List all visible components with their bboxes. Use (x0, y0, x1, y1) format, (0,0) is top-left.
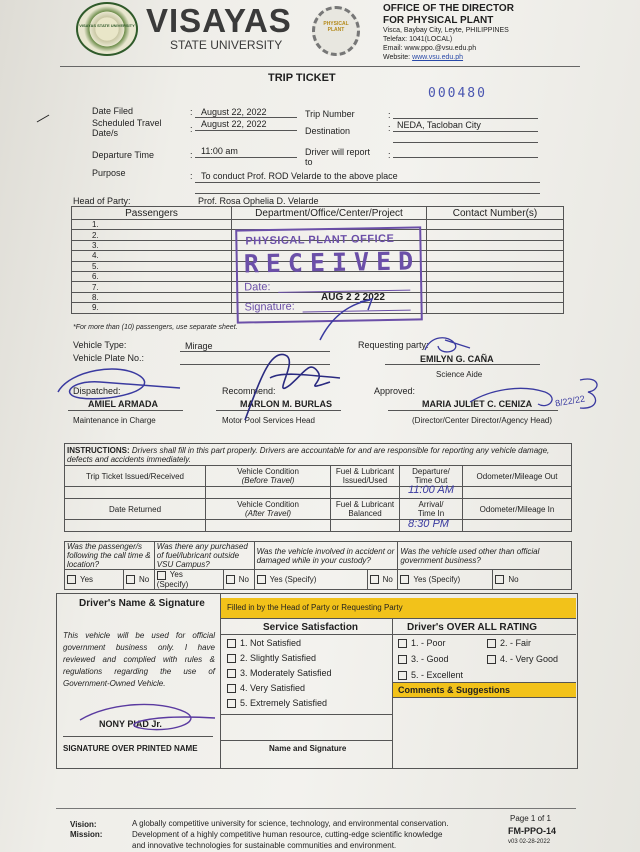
stamp-date-label: Date: (244, 281, 271, 294)
purpose-value: To conduct Prof. ROD Velarde to the above place (201, 171, 398, 181)
passengers-note: *For more than (10) passengers, use separate sheet. (73, 324, 238, 331)
trip-number-label: Trip Number (305, 109, 355, 119)
time-in-a: Arrival/ (418, 500, 444, 509)
satisfaction-header-line (221, 634, 576, 635)
passenger-contact-cell (427, 230, 564, 240)
recommend-name: MARLON M. BURLAS (240, 399, 332, 409)
q4-yes-label: Yes (Specify) (413, 574, 461, 584)
condition-before-a: Vehicle Condition (237, 467, 299, 476)
office-telefax: Telefax: 1041(LOCAL) (383, 36, 453, 43)
dispatched-name: AMIEL ARMADA (88, 399, 158, 409)
passenger-contact-cell (427, 303, 564, 313)
report-line (393, 157, 538, 158)
question-2: Was there any purchased of fuel/lubricant outside VSU Campus? (154, 542, 254, 570)
purpose-line-2 (195, 193, 540, 194)
rating-checkbox[interactable] (487, 655, 496, 664)
approved-title: (Director/Center Director/Agency Head) (412, 416, 553, 425)
satisfaction-checkbox[interactable] (227, 684, 236, 693)
passenger-row-label: 9. (72, 303, 232, 313)
satisfaction-checkbox[interactable] (227, 639, 236, 648)
col-passengers: Passengers (72, 207, 232, 220)
date-filed-value: August 22, 2022 (201, 107, 267, 117)
website-link[interactable]: www.vsu.edu.ph (412, 54, 464, 61)
questions-table (64, 541, 572, 590)
dispatched-line (68, 410, 183, 411)
vehicle-plate-label: Vehicle Plate No.: (73, 353, 145, 363)
stamp-signature-line (303, 310, 411, 313)
satisfaction-item-label: 5. Extremely Satisfied (240, 698, 328, 708)
rating-option[interactable] (487, 654, 558, 664)
pp-logo-text: PHYSICAL PLANT (323, 21, 349, 33)
handwritten-time-out: 11:00 AM (408, 484, 454, 496)
q3-no[interactable] (367, 570, 398, 590)
q3-no-label: No (382, 574, 393, 584)
passenger-contact-cell (427, 282, 564, 292)
colon: : (388, 123, 391, 133)
rating-checkbox[interactable] (398, 671, 407, 680)
time-out-a: Departure/ (412, 467, 450, 476)
vehicle-type-value: Mirage (185, 341, 213, 351)
fuel-issued-a: Fuel & Lubricant (335, 467, 395, 476)
colon: : (190, 171, 193, 181)
fuel-balanced-b: Balanced (348, 509, 382, 518)
condition-before-b: (Before Travel) (241, 476, 295, 485)
footer-rule (56, 808, 576, 809)
passenger-contact-cell (427, 292, 564, 302)
colon: : (190, 107, 193, 117)
purpose-label: Purpose (92, 168, 126, 178)
satisfaction-checkbox[interactable] (227, 654, 236, 663)
recommend-title: Motor Pool Services Head (222, 416, 315, 425)
q2-no-checkbox[interactable] (226, 575, 235, 584)
instructions-heading: INSTRUCTIONS: (67, 445, 130, 455)
mission-text-1: Development of a highly competitive human resource, cutting-edge scientific knowledge (132, 830, 443, 839)
dispatched-label: Dispatched: (73, 386, 121, 396)
vehicle-type-label: Vehicle Type: (73, 340, 127, 350)
received-stamp (235, 226, 423, 323)
q2-yes-label-b: (Specify) (156, 579, 189, 589)
ticket-number: 000480 (428, 86, 487, 101)
comments-banner (393, 682, 576, 698)
driver-header: Driver's Name & Signature (79, 598, 205, 609)
date-filed-label: Date Filed (92, 106, 134, 116)
travel-date-value: August 22, 2022 (201, 119, 267, 129)
recommend-line (216, 410, 341, 411)
date-returned-value (65, 520, 206, 532)
destination-line-2 (393, 142, 538, 143)
q4-no-label: No (508, 574, 519, 584)
rating-option[interactable] (398, 654, 449, 664)
comments-label: Comments & Suggestions (398, 685, 511, 695)
colon: : (190, 150, 193, 160)
time-in-b: Time In (417, 509, 445, 518)
header-rule (60, 66, 580, 67)
satisfaction-item[interactable] (227, 653, 316, 663)
satisfaction-item-label: 1. Not Satisfied (240, 638, 302, 648)
vehicle-plate-line (180, 364, 330, 365)
page-number: Page 1 of 1 (510, 814, 551, 823)
fuel-issued-value (331, 487, 400, 499)
passenger-row-label: 1. (72, 220, 232, 230)
vision-label: Vision: (70, 820, 97, 829)
rating-checkbox[interactable] (398, 655, 407, 664)
rating-checkbox[interactable] (398, 639, 407, 648)
margin-ink-mark (37, 115, 50, 123)
purpose-line-1 (195, 182, 540, 183)
driver-name: NONY PIAD Jr. (99, 719, 162, 729)
q3-yes-checkbox[interactable] (257, 575, 266, 584)
passenger-row-label: 8. (72, 292, 232, 302)
condition-after-b: (After Travel) (244, 509, 292, 518)
q1-yes-label: Yes (80, 574, 94, 584)
satisfaction-item[interactable] (227, 698, 327, 708)
q1-no-checkbox[interactable] (126, 575, 135, 584)
odometer-out-label: Odometer/Mileage Out (463, 466, 572, 487)
office-website (383, 54, 463, 61)
odometer-out-value (463, 487, 572, 499)
university-subtitle: STATE UNIVERSITY (170, 38, 283, 52)
instructions-table (64, 443, 572, 532)
trip-issued-label: Trip Ticket Issued/Received (65, 466, 206, 487)
seal-text: VISAYAS STATE UNIVERSITY (79, 23, 135, 28)
date-returned-label: Date Returned (65, 499, 206, 520)
condition-after-a: Vehicle Condition (237, 500, 299, 509)
requesting-party-name: EMILYN G. CAÑA (420, 354, 494, 364)
passenger-row-label: 4. (72, 251, 232, 261)
form-title: TRIP TICKET (268, 72, 336, 84)
approved-line (388, 410, 558, 411)
satisfaction-checkbox[interactable] (227, 669, 236, 678)
time-in-cell (400, 499, 463, 520)
stamp-date-value: AUG 2 2 2022 (321, 292, 385, 303)
rating-label: 2. - Fair (500, 638, 532, 648)
stamp-received: RECEIVED (243, 246, 421, 279)
mission-label: Mission: (70, 830, 103, 839)
passenger-row-label: 6. (72, 271, 232, 281)
rating-label: 1. - Poor (411, 638, 446, 648)
requesting-party-label: Requesting party: (358, 340, 429, 350)
q4-yes-checkbox[interactable] (400, 575, 409, 584)
rating-label: 4. - Very Good (500, 654, 559, 664)
satisfaction-banner (221, 598, 576, 619)
rating-option[interactable] (487, 638, 531, 648)
q2-no[interactable] (223, 570, 254, 590)
destination-value: NEDA, Tacloban City (397, 120, 481, 130)
question-1: Was the passenger/s following the call time & location? (65, 542, 155, 570)
name-signature-line (221, 740, 392, 741)
vehicle-type-line (180, 351, 330, 352)
passenger-row-label: 5. (72, 261, 232, 271)
question-3: Was the vehicle involved in accident or damaged while in your custody? (254, 542, 398, 570)
passenger-contact-cell (427, 271, 564, 281)
satisfaction-item[interactable] (227, 683, 305, 693)
website-label: Website: (383, 54, 413, 61)
q1-yes[interactable] (65, 570, 124, 590)
condition-before-value (206, 487, 331, 499)
fuel-issued-b: Issued/Used (342, 476, 388, 485)
q3-yes[interactable] (254, 570, 367, 590)
destination-line (393, 131, 538, 132)
form-code: FM-PPO-14 (508, 826, 557, 836)
condition-after-value (206, 520, 331, 532)
q1-no[interactable] (124, 570, 155, 590)
satisfaction-item[interactable] (227, 638, 301, 648)
requesting-party-title: Science Aide (436, 370, 483, 379)
passenger-contact-cell (427, 240, 564, 250)
university-seal (76, 2, 138, 56)
satisfaction-checkbox[interactable] (227, 699, 236, 708)
rating-label: 5. - Excellent (411, 670, 464, 680)
q1-no-label: No (139, 574, 150, 584)
instructions-text: Drivers shall fill in this part properly. Drivers are accountable for and are responsible for reporting any vehicle damage, defects and accidents immediately. (67, 445, 550, 464)
q4-yes[interactable] (398, 570, 493, 590)
handwritten-time-in: 8:30 PM (408, 518, 449, 530)
driver-signature (0, 0, 1, 1)
stamp-signature-label: Signature: (244, 300, 295, 314)
instructions-cell (65, 444, 572, 466)
colon: : (190, 124, 193, 134)
head-of-party-label: Head of Party: (73, 196, 131, 206)
evaluation-box (56, 593, 578, 769)
report-label-1: Driver will report (305, 147, 371, 157)
approved-date-note: 8/22/22 (554, 393, 586, 409)
approved-name: MARIA JULIET C. CENIZA (422, 399, 533, 409)
form-version: v03 02-28-2022 (508, 839, 551, 845)
fuel-balanced-a: Fuel & Lubricant (335, 500, 395, 509)
trip-number-line (393, 118, 538, 119)
satisfaction-bottom-line (221, 714, 392, 715)
passenger-row-label: 2. (72, 230, 232, 240)
satisfaction-header: Service Satisfaction (263, 622, 359, 633)
departure-value: 11:00 am (201, 146, 238, 156)
office-title-2: FOR PHYSICAL PLANT (383, 15, 494, 26)
q4-no-checkbox[interactable] (495, 575, 504, 584)
driver-signature-footer: SIGNATURE OVER PRINTED NAME (63, 744, 198, 753)
rating-option[interactable] (398, 638, 446, 648)
colon: : (388, 110, 391, 120)
passenger-row-label: 3. (72, 240, 232, 250)
condition-after-cell (206, 499, 331, 520)
col-contact: Contact Number(s) (427, 207, 564, 220)
office-email: Email: www.ppo.@vsu.edu.ph (383, 45, 477, 52)
office-address: Visca, Baybay City, Leyte, PHILIPPINES (383, 27, 509, 34)
satisfaction-item-label: 2. Slightly Satisfied (240, 653, 317, 663)
approved-label: Approved: (374, 386, 416, 396)
trip-issued-value (65, 487, 206, 499)
departure-line (195, 157, 297, 158)
report-label-2: to (305, 157, 313, 167)
passenger-row-label: 7. (72, 282, 232, 292)
name-and-signature-footer: Name and Signature (269, 744, 347, 753)
passenger-contact-cell (427, 261, 564, 271)
university-name: VISAYAS (146, 2, 292, 39)
q4-no[interactable] (493, 570, 572, 590)
dispatched-title: Maintenance in Charge (73, 416, 156, 425)
vision-text: A globally competitive university for science, technology, and environmental conservation. (132, 819, 449, 828)
fuel-balanced-cell (331, 499, 400, 520)
date-filed-line (195, 117, 297, 118)
q2-yes[interactable] (154, 570, 223, 590)
rating-checkbox[interactable] (487, 639, 496, 648)
rating-label: 3. - Good (411, 654, 449, 664)
requesting-party-line (385, 364, 540, 365)
q2-yes-label-a: Yes (169, 570, 183, 580)
q3-yes-label: Yes (Specify) (269, 574, 317, 584)
fuel-issued-cell (331, 466, 400, 487)
satisfaction-item[interactable] (227, 668, 332, 678)
q1-yes-checkbox[interactable] (67, 575, 76, 584)
time-out-b: Time Out (414, 476, 448, 485)
stamp-office: PHYSICAL PLANT OFFICE (245, 232, 395, 248)
q3-no-checkbox[interactable] (370, 575, 379, 584)
colon: : (388, 150, 391, 160)
driver-divider (220, 594, 221, 768)
rating-option[interactable] (398, 670, 463, 680)
destination-label: Destination (305, 126, 351, 136)
travel-date-label-2: Date/s (92, 128, 119, 138)
odometer-in-value (463, 520, 572, 532)
passenger-contact-cell (427, 220, 564, 230)
driver-statement: This vehicle will be used for official government business only. I have reviewed and complied with rules & regulations regarding the use of Government-Owned Vehicle. (63, 631, 215, 688)
satisfaction-banner-text: Filled in by the Head of Party or Requesting Party (227, 603, 403, 612)
satisfaction-item-label: 3. Moderately Satisfied (240, 668, 332, 678)
recommend-label: Recommend: (222, 386, 276, 396)
q2-yes-checkbox[interactable] (157, 571, 166, 580)
travel-date-label-1: Scheduled Travel (92, 118, 162, 128)
travel-date-line (195, 130, 297, 131)
condition-before-cell (206, 466, 331, 487)
satisfaction-item-label: 4. Very Satisfied (240, 683, 306, 693)
fuel-balanced-value (331, 520, 400, 532)
question-4: Was the vehicle used other than official government business? (398, 542, 572, 570)
odometer-in-label: Odometer/Mileage In (463, 499, 572, 520)
departure-label: Departure Time (92, 150, 155, 160)
driver-name-line (63, 736, 213, 737)
head-of-party-value: Prof. Rosa Ophelia D. Velarde (198, 196, 319, 206)
rating-header: Driver's OVER ALL RATING (407, 622, 537, 633)
passenger-contact-cell (427, 251, 564, 261)
col-department: Department/Office/Center/Project (232, 207, 427, 220)
q2-no-label: No (238, 574, 250, 584)
physical-plant-logo (312, 6, 360, 56)
office-title-1: OFFICE OF THE DIRECTOR (383, 3, 514, 14)
mission-text-2: and innovative technologies for sustainable communities and environment. (132, 841, 397, 850)
